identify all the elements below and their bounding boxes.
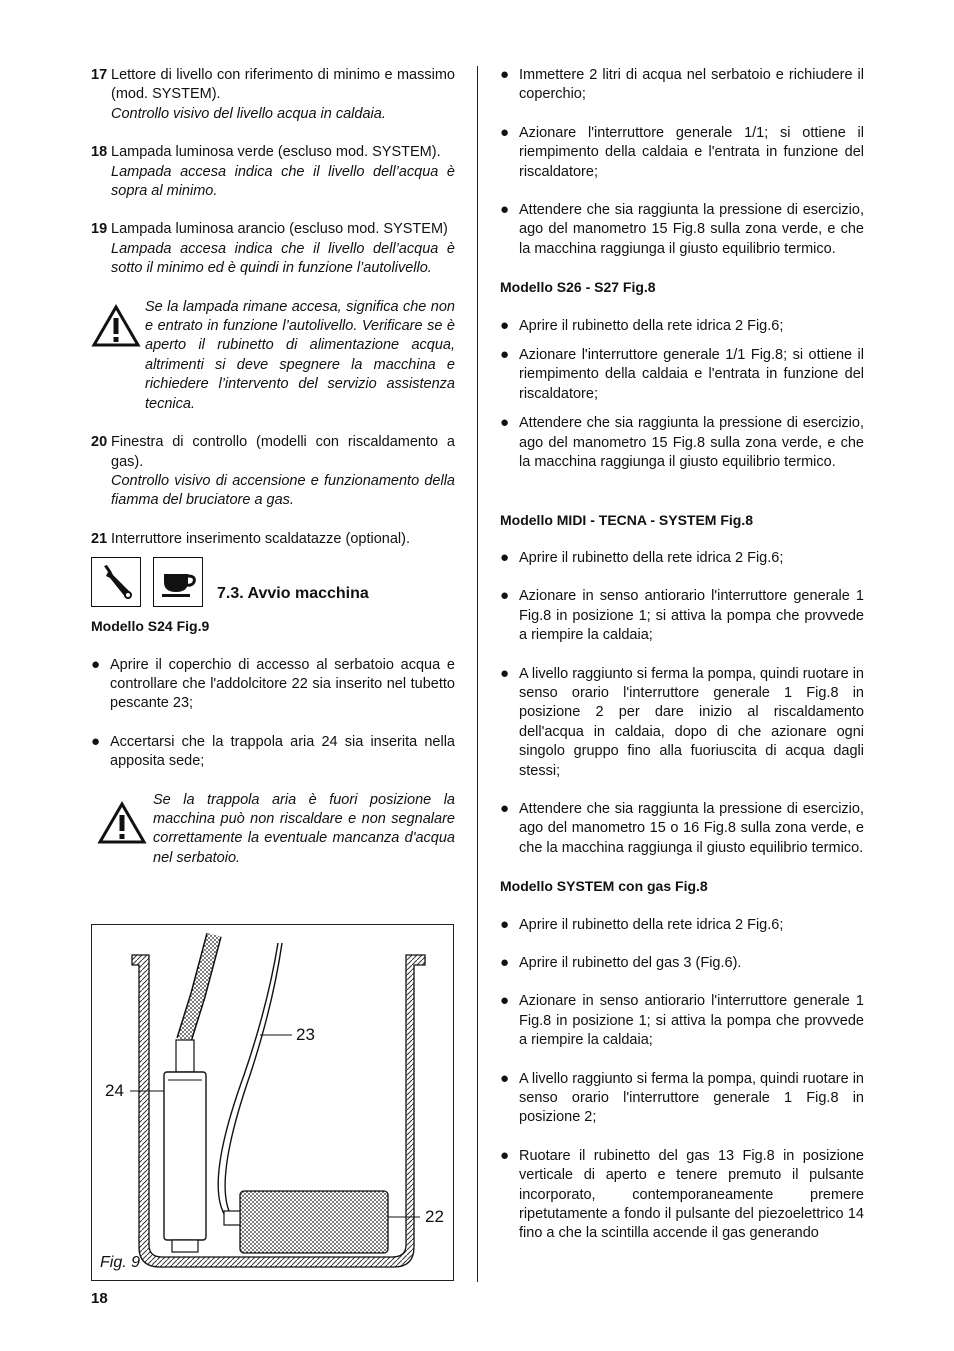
bullet-item: ● Aprire il rubinetto della rete idrica 2 Fig.6; [500,549,864,568]
bullet-item: ● Aprire il coperchio di accesso al serbatoio acqua e controllare che l'addolcitore 22 sia inserito nel tubetto pescante 23; [91,656,455,714]
column-divider [477,66,478,1282]
section-title: 7.3. Avvio macchina [217,584,369,602]
wrench-icon [91,557,141,607]
item-note: Lampada accesa indica che il livello dell’acqua è sotto il minimo ed è quindi in funzione l’autolivello. [111,240,455,277]
bullet-item: ● A livello raggiunto si ferma la pompa, quindi ruotare in senso orario l'interruttore generale 1 Fig.8 in posizione 2; [500,1070,864,1128]
item-note: Controllo visivo del livello acqua in caldaia. [111,105,386,122]
item-17 [91,66,455,124]
item-text: Finestra di controllo (modelli con riscaldamento a gas). [111,434,455,470]
item-text: Lampada luminosa arancio (escluso mod. SYSTEM) [111,221,448,238]
bullet-item: ● Immettere 2 litri di acqua nel serbatoio e richiudere il coperchio; [500,66,864,105]
callout-24: 24 [105,1081,124,1100]
item-19 [91,220,455,278]
bullet-item: ● Azionare in senso antiorario l'interruttore generale 1 Fig.8 in posizione 1; si attiva la pompa che provvede a riempire la caldaia; [500,992,864,1050]
warning-text: Se la trappola aria è fuori posizione la macchina può non riscaldare e non segnalare correttamente la eventuale mancanza d'acqua nel serbatoio. [153,791,455,866]
bullet-item: ● A livello raggiunto si ferma la pompa, quindi ruotare in senso orario l'interruttore generale 1 Fig.8 in posizione 2 per dare inizio al riscaldamento dell'acqua in caldaia, dopo di che azionare ogni singolo gruppo fino alla fuoriuscita di acqua dagli stessi; [500,665,864,781]
item-note: Controllo visivo di accensione e funzionamento della fiamma del bruciatore a gas. [111,472,455,509]
bullet-item: ● Attendere che sia raggiunta la pressione di esercizio, ago del manometro 15 Fig.8 sulla zona verde, e che la macchina raggiunga il giusto equilibrio termico. [500,201,864,259]
bullet-item: ● Accertarsi che la trappola aria 24 sia inserita nella apposita sede; [91,733,455,772]
bullet-item: ● Aprire il rubinetto della rete idrica 2 Fig.6; [500,317,864,336]
item-number: 20 [91,434,108,451]
item-number: 18 [91,144,108,161]
callout-22: 22 [425,1207,444,1226]
bullet-item: ● Azionare l'interruttore generale 1/1; si ottiene il riempimento della caldaia e l'entrata in funzione del riscaldatore; [500,124,864,182]
figure-9 [91,924,454,1281]
warning-block-2 [91,791,455,869]
model-heading: Modello S26 - S27 Fig.8 [500,279,656,296]
bullet-item: ● Ruotare il rubinetto del gas 13 Fig.8 in posizione verticale di aperto e tenere premuto il pulsante incorporato, contemporaneamente premere ripetutamente a fondo il pulsante del piezoelettrico 14 fino a che la scintilla accende il gas generando [500,1147,864,1244]
bullet-item: ● Aprire il rubinetto del gas 3 (Fig.6). [500,954,864,973]
item-number: 17 [91,67,108,83]
item-18 [91,143,455,201]
item-20 [91,433,455,511]
warning-text: Se la lampada rimane accesa, significa che non e entrato in funzione l’autolivello. Verificare se è aperto il rubinetto di alimentazione acqua, altrimenti si deve spegnere la macchina e richiedere l’intervento del servizio assistenza tecnica. [145,298,455,412]
figure-caption: Fig. 9 [100,1253,141,1271]
item-text: Interruttore inserimento scaldatazze (optional). [111,530,411,547]
warning-triangle-icon [97,801,147,845]
tank-diagram [92,925,453,1280]
item-note: Lampada accesa indica che il livello dell’acqua è sopra al minimo. [111,163,455,200]
bullet-item: ● Aprire il rubinetto della rete idrica 2 Fig.6; [500,916,864,935]
section-header [91,557,455,607]
item-text: Lampada luminosa verde (escluso mod. SYSTEM). [111,144,441,161]
bullet-item: ● Attendere che sia raggiunta la pressione di esercizio, ago del manometro 15 o 16 Fig.8 sulla zona verde, e che la macchina raggiunga il giusto equilibrio termico. [500,800,864,858]
item-21 [91,530,455,549]
coffee-cup-icon [153,557,203,607]
right-column [500,66,864,1244]
bullet-item: ● Attendere che sia raggiunta la pressione di esercizio, ago del manometro 15 Fig.8 sulla zona verde, e che la macchina raggiunga il giusto equilibrio termico. [500,414,864,472]
bullet-item: ● Azionare l'interruttore generale 1/1 Fig.8; si ottiene il riempimento della caldaia e l'entrata in funzione del riscaldatore; [500,346,864,404]
item-text: Lettore di livello con riferimento di minimo e massimo (mod. SYSTEM). [111,67,455,103]
warning-block-1 [91,298,455,414]
left-column [91,66,455,868]
item-number: 21 [91,530,108,547]
model-heading: Modello S24 Fig.9 [91,618,210,635]
warning-triangle-icon [91,304,141,348]
page-number: 18 [91,1290,108,1307]
item-number: 19 [91,221,108,238]
model-heading: Modello MIDI - TECNA - SYSTEM Fig.8 [500,511,754,528]
bullet-item: ● Azionare in senso antiorario l'interruttore generale 1 Fig.8 in posizione 1; si attiva la pompa che provvede a riempire la caldaia; [500,587,864,645]
callout-23: 23 [296,1025,315,1044]
model-heading: Modello SYSTEM con gas Fig.8 [500,878,708,895]
